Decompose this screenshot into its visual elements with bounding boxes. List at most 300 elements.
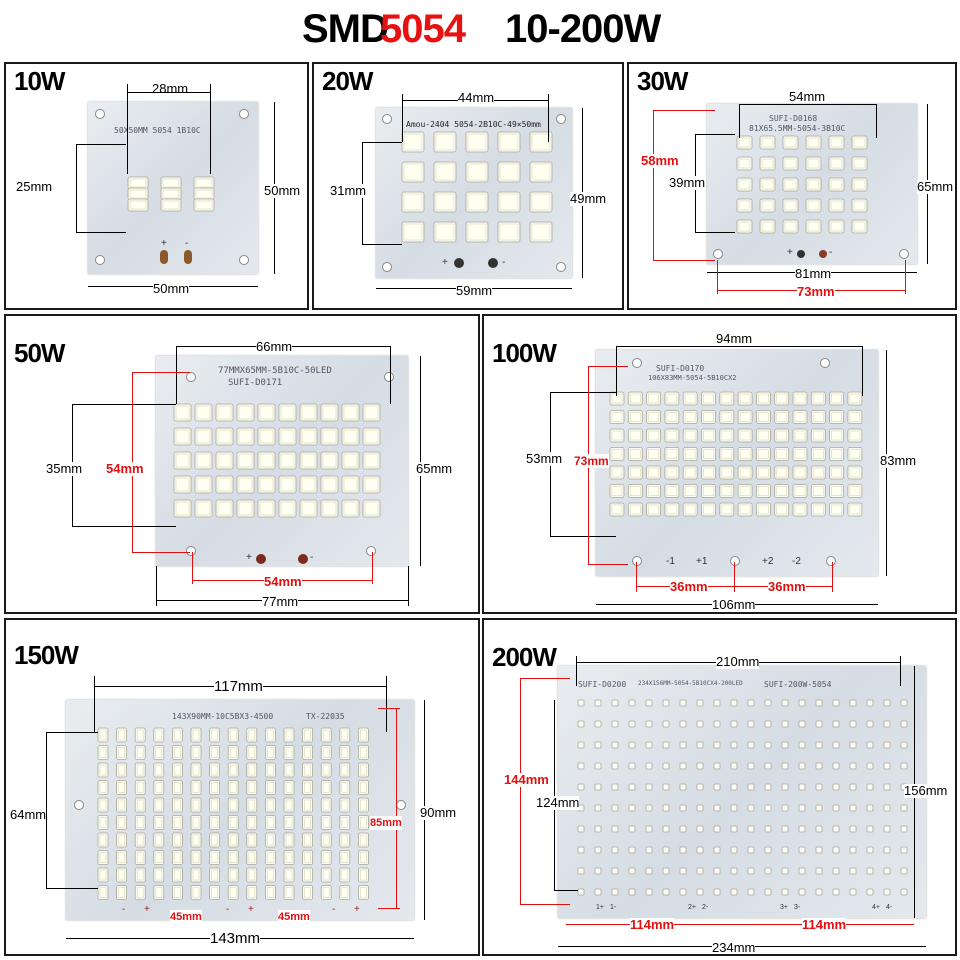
led-chip [714, 721, 720, 727]
led-chip-phosphor [832, 413, 842, 422]
led-chip [782, 700, 788, 706]
led-chip-phosphor [854, 201, 865, 210]
led-chip-phosphor [612, 487, 622, 496]
led-chip-phosphor [323, 748, 329, 758]
led-chip-phosphor [777, 394, 787, 403]
led-chip-phosphor [196, 201, 212, 209]
dim-line [520, 678, 570, 679]
dim-line-top [616, 346, 862, 347]
led-chip-phosphor [344, 430, 357, 443]
panel-20w [312, 62, 624, 310]
led-chip-phosphor [130, 179, 146, 187]
led-chip [714, 889, 720, 895]
led-chip-phosphor [230, 800, 236, 810]
dim-line-left [46, 732, 47, 888]
dim-line-left-red [653, 110, 654, 260]
pad-label: + [787, 247, 793, 258]
led-chip-phosphor [667, 413, 677, 422]
dim-top: 54mm [789, 89, 826, 104]
dim-line [636, 562, 637, 592]
led-chip-phosphor [685, 413, 695, 422]
led-chip-phosphor [305, 783, 311, 793]
led-chip-phosphor [249, 870, 255, 880]
led-chip [612, 826, 618, 832]
led-chip-phosphor [795, 431, 805, 440]
led-chip [663, 784, 669, 790]
led-chip-phosphor [174, 765, 180, 775]
dim-right: 49mm [570, 191, 607, 206]
dim-line [550, 392, 616, 393]
led-chip [833, 889, 839, 895]
led-chip-phosphor [176, 430, 189, 443]
led-chip-phosphor [649, 413, 659, 422]
dim-top: 117mm [214, 678, 263, 695]
led-chip-phosphor [777, 450, 787, 459]
led-chip-phosphor [323, 783, 329, 793]
led-chip [867, 826, 873, 832]
led-chip-phosphor [704, 413, 714, 422]
led-chip-phosphor [808, 222, 819, 231]
led-chip-phosphor [813, 394, 823, 403]
led-chip-phosphor [832, 487, 842, 496]
dim-line [390, 346, 391, 404]
led-chip [697, 742, 703, 748]
dim-line [72, 404, 176, 405]
led-chip-phosphor [360, 853, 366, 863]
dim-bottom: 143mm [210, 930, 261, 947]
led-chip [765, 721, 771, 727]
led-chip-phosphor [156, 730, 162, 740]
led-chip-phosphor [176, 502, 189, 515]
led-chip-phosphor [785, 180, 796, 189]
dim-line [132, 552, 190, 553]
dim-line [520, 904, 570, 905]
led-chip [731, 847, 737, 853]
led-chip-phosphor [323, 765, 329, 775]
board-print: 77MMX65MM-5B10C-50LED [218, 366, 332, 376]
pad-label: 2+ [688, 904, 696, 911]
dim-bottom: 81mm [795, 266, 832, 281]
led-chip [697, 826, 703, 832]
led-chip-phosphor [193, 730, 199, 740]
led-chip-phosphor [130, 201, 146, 209]
led-chip-phosphor [360, 870, 366, 880]
led-chip-phosphor [777, 487, 787, 496]
led-chip-phosphor [305, 748, 311, 758]
led-chip-phosphor [302, 406, 315, 419]
led-chip-phosphor [649, 505, 659, 514]
led-array [66, 700, 414, 920]
led-chip-phosphor [365, 406, 378, 419]
led-chip-phosphor [808, 138, 819, 147]
led-chip-phosphor [404, 194, 422, 210]
led-chip-phosphor [305, 765, 311, 775]
led-chip-phosphor [649, 394, 659, 403]
led-chip [714, 868, 720, 874]
led-chip-phosphor [197, 406, 210, 419]
led-chip [816, 742, 822, 748]
led-chip-phosphor [500, 224, 518, 240]
dim-line [900, 656, 901, 686]
led-chip-phosphor [286, 783, 292, 793]
led-chip-phosphor [468, 134, 486, 150]
led-chip-phosphor [360, 765, 366, 775]
led-chip-phosphor [685, 487, 695, 496]
led-chip [867, 721, 873, 727]
led-chip [714, 805, 720, 811]
led-chip-phosphor [267, 765, 273, 775]
led-chip [765, 700, 771, 706]
led-chip [748, 721, 754, 727]
led-chip-phosphor [137, 888, 143, 898]
led-chip [833, 742, 839, 748]
led-board-10w [88, 102, 258, 274]
led-chip [901, 763, 907, 769]
led-chip-phosphor [193, 748, 199, 758]
led-chip [850, 826, 856, 832]
led-chip-phosphor [119, 853, 125, 863]
led-chip-phosphor [342, 835, 348, 845]
led-chip-phosphor [436, 224, 454, 240]
led-chip-phosphor [704, 431, 714, 440]
led-chip [731, 868, 737, 874]
led-chip [748, 847, 754, 853]
led-chip [816, 721, 822, 727]
board-print: SUFI-D0170 [656, 364, 705, 373]
led-array [88, 102, 258, 274]
dim-bottom: 234mm [712, 940, 756, 955]
led-chip-phosphor [808, 201, 819, 210]
led-chip [680, 826, 686, 832]
led-chip-phosphor [286, 835, 292, 845]
led-chip [782, 889, 788, 895]
header-range: 10-200W [505, 7, 661, 51]
led-chip-phosphor [267, 730, 273, 740]
dim-line [862, 346, 863, 396]
led-chip-phosphor [260, 478, 273, 491]
led-chip [867, 889, 873, 895]
led-chip-phosphor [119, 800, 125, 810]
led-chip [578, 826, 584, 832]
led-chip-phosphor [758, 394, 768, 403]
led-chip-phosphor [323, 818, 329, 828]
panel-50w [4, 314, 480, 614]
led-chip-phosphor [667, 431, 677, 440]
dim-right: 90mm [420, 805, 457, 820]
led-chip-phosphor [323, 800, 329, 810]
led-chip [578, 700, 584, 706]
led-chip-phosphor [342, 870, 348, 880]
led-chip-phosphor [758, 468, 768, 477]
led-chip [833, 868, 839, 874]
dim-left: 124mm [536, 795, 580, 810]
solder-pad-positive [160, 250, 168, 264]
led-chip-phosphor [193, 800, 199, 810]
dim-line [372, 552, 373, 584]
led-chip [816, 826, 822, 832]
dim-left-red: 144mm [504, 772, 549, 787]
led-chip-phosphor [649, 450, 659, 459]
led-chip [714, 742, 720, 748]
led-chip [680, 805, 686, 811]
dim-bottom-red-b: 114mm [802, 917, 847, 932]
led-chip-phosphor [813, 505, 823, 514]
led-chip-phosphor [249, 765, 255, 775]
led-chip [697, 889, 703, 895]
led-chip-phosphor [267, 783, 273, 793]
panel-150w [4, 618, 480, 956]
led-chip-phosphor [119, 818, 125, 828]
dim-right: 65mm [917, 179, 954, 194]
dim-line [832, 562, 833, 592]
led-chip-phosphor [230, 765, 236, 775]
led-chip-phosphor [281, 406, 294, 419]
led-chip [833, 826, 839, 832]
led-chip-phosphor [267, 853, 273, 863]
led-chip-phosphor [739, 222, 750, 231]
led-chip-phosphor [500, 194, 518, 210]
led-chip [612, 763, 618, 769]
led-chip [799, 721, 805, 727]
led-chip-phosphor [323, 853, 329, 863]
led-chip-phosphor [230, 783, 236, 793]
led-chip-phosphor [100, 765, 106, 775]
led-chip [884, 889, 890, 895]
led-chip-phosphor [739, 180, 750, 189]
led-chip [765, 889, 771, 895]
led-chip-phosphor [156, 870, 162, 880]
led-chip [816, 805, 822, 811]
led-chip [697, 847, 703, 853]
led-chip [663, 805, 669, 811]
led-chip [714, 826, 720, 832]
dim-line [588, 564, 628, 565]
led-chip-phosphor [100, 783, 106, 793]
led-chip-phosphor [762, 201, 773, 210]
led-chip-phosphor [193, 870, 199, 880]
led-chip-phosphor [630, 450, 640, 459]
led-chip-phosphor [249, 730, 255, 740]
led-chip-phosphor [365, 502, 378, 515]
pad-label: -1 [666, 556, 675, 567]
led-chip-phosphor [722, 505, 732, 514]
led-chip-phosphor [630, 413, 640, 422]
led-chip-phosphor [342, 783, 348, 793]
led-chip-phosphor [156, 835, 162, 845]
led-chip [663, 826, 669, 832]
led-chip [595, 805, 601, 811]
led-chip [816, 868, 822, 874]
led-chip [901, 721, 907, 727]
led-chip-phosphor [832, 394, 842, 403]
led-chip-phosphor [854, 138, 865, 147]
led-chip-phosphor [323, 502, 336, 515]
led-chip-phosphor [212, 748, 218, 758]
led-chip-phosphor [267, 888, 273, 898]
led-chip-phosphor [212, 730, 218, 740]
led-chip [595, 700, 601, 706]
led-chip [748, 826, 754, 832]
dim-left: 39mm [669, 175, 706, 190]
board-print: TX-22035 [306, 712, 345, 721]
led-chip-phosphor [305, 818, 311, 828]
led-chip-phosphor [436, 164, 454, 180]
led-chip-phosphor [785, 222, 796, 231]
led-chip-phosphor [649, 468, 659, 477]
pad-label: - [502, 257, 506, 268]
led-chip-phosphor [831, 222, 842, 231]
led-chip-phosphor [100, 748, 106, 758]
pad-label: - [332, 904, 336, 915]
led-chip [646, 868, 652, 874]
led-chip-phosphor [249, 748, 255, 758]
led-chip-phosphor [193, 818, 199, 828]
dim-bottom-red-a: 36mm [670, 579, 708, 594]
led-chip [816, 847, 822, 853]
panel-200w [482, 618, 957, 956]
led-chip-phosphor [532, 164, 550, 180]
led-chip-phosphor [785, 138, 796, 147]
led-chip-phosphor [137, 783, 143, 793]
led-chip [782, 847, 788, 853]
dim-top: 210mm [716, 654, 760, 669]
led-chip [646, 889, 652, 895]
led-chip-phosphor [197, 430, 210, 443]
led-chip-phosphor [850, 413, 860, 422]
led-chip-phosphor [286, 818, 292, 828]
led-chip [697, 763, 703, 769]
led-chip-phosphor [344, 454, 357, 467]
dim-bottom-red-b: 45mm [278, 911, 310, 923]
led-chip [884, 700, 890, 706]
led-chip-phosphor [260, 430, 273, 443]
led-chip-phosphor [436, 194, 454, 210]
led-chip-phosphor [404, 164, 422, 180]
led-chip-phosphor [365, 478, 378, 491]
led-chip-phosphor [612, 505, 622, 514]
dim-line [739, 104, 740, 138]
led-chip-phosphor [286, 853, 292, 863]
led-chip [850, 868, 856, 874]
led-chip [850, 721, 856, 727]
led-chip [697, 721, 703, 727]
led-chip-phosphor [100, 800, 106, 810]
led-chip-phosphor [323, 888, 329, 898]
led-chip-phosphor [230, 888, 236, 898]
led-chip-phosphor [281, 430, 294, 443]
dim-line [72, 526, 176, 527]
led-array [558, 666, 926, 918]
led-chip [595, 784, 601, 790]
dim-right-red: 85mm [370, 817, 402, 829]
led-chip [680, 700, 686, 706]
led-chip-phosphor [831, 138, 842, 147]
led-chip [765, 763, 771, 769]
led-chip-phosphor [649, 431, 659, 440]
led-chip-phosphor [777, 431, 787, 440]
led-chip-phosphor [850, 468, 860, 477]
led-chip [646, 847, 652, 853]
dim-line [378, 708, 400, 709]
led-chip-phosphor [260, 502, 273, 515]
led-chip-phosphor [305, 888, 311, 898]
led-chip-phosphor [100, 853, 106, 863]
led-chip-phosphor [468, 224, 486, 240]
led-chip-phosphor [193, 835, 199, 845]
pad-label: +2 [762, 556, 774, 567]
led-chip-phosphor [323, 478, 336, 491]
led-chip-phosphor [777, 468, 787, 477]
panel-30w [627, 62, 957, 310]
led-chip [612, 847, 618, 853]
dim-line-left-red [520, 678, 521, 904]
led-chip [663, 868, 669, 874]
led-chip-phosphor [850, 450, 860, 459]
led-chip-phosphor [722, 487, 732, 496]
led-chip-phosphor [832, 431, 842, 440]
led-chip [748, 700, 754, 706]
led-chip-phosphor [685, 468, 695, 477]
led-chip-phosphor [249, 853, 255, 863]
pad-label: - [310, 552, 314, 563]
led-chip-phosphor [612, 431, 622, 440]
led-chip [595, 847, 601, 853]
led-chip [595, 742, 601, 748]
dim-line [156, 566, 157, 606]
led-chip-phosphor [174, 730, 180, 740]
led-chip [867, 742, 873, 748]
led-chip-phosphor [197, 502, 210, 515]
led-chip [850, 784, 856, 790]
led-chip-phosphor [230, 730, 236, 740]
led-chip-phosphor [212, 818, 218, 828]
led-chip [663, 742, 669, 748]
led-chip-phosphor [813, 450, 823, 459]
dim-line [378, 908, 400, 909]
dim-line [46, 732, 98, 733]
led-chip [901, 868, 907, 874]
led-chip-phosphor [740, 487, 750, 496]
led-chip-phosphor [404, 134, 422, 150]
led-chip-phosphor [100, 888, 106, 898]
led-chip-phosphor [230, 870, 236, 880]
led-chip-phosphor [174, 800, 180, 810]
led-chip-phosphor [342, 730, 348, 740]
led-chip-phosphor [218, 502, 231, 515]
led-chip-phosphor [323, 870, 329, 880]
led-chip-phosphor [850, 487, 860, 496]
led-board-20w [376, 108, 572, 278]
led-chip-phosphor [174, 748, 180, 758]
led-chip [731, 742, 737, 748]
led-chip-phosphor [267, 748, 273, 758]
led-chip-phosphor [156, 853, 162, 863]
led-chip [850, 742, 856, 748]
pad-label: 1+ [596, 904, 604, 911]
dim-line [362, 244, 402, 245]
dim-line [192, 552, 193, 584]
led-chip [731, 721, 737, 727]
led-chip [578, 742, 584, 748]
led-chip-phosphor [360, 888, 366, 898]
solder-pad-negative [184, 250, 192, 264]
led-chip-phosphor [758, 450, 768, 459]
led-chip [765, 742, 771, 748]
led-chip-phosphor [685, 450, 695, 459]
led-chip [748, 742, 754, 748]
dim-top: 94mm [716, 331, 753, 346]
led-chip [612, 805, 618, 811]
